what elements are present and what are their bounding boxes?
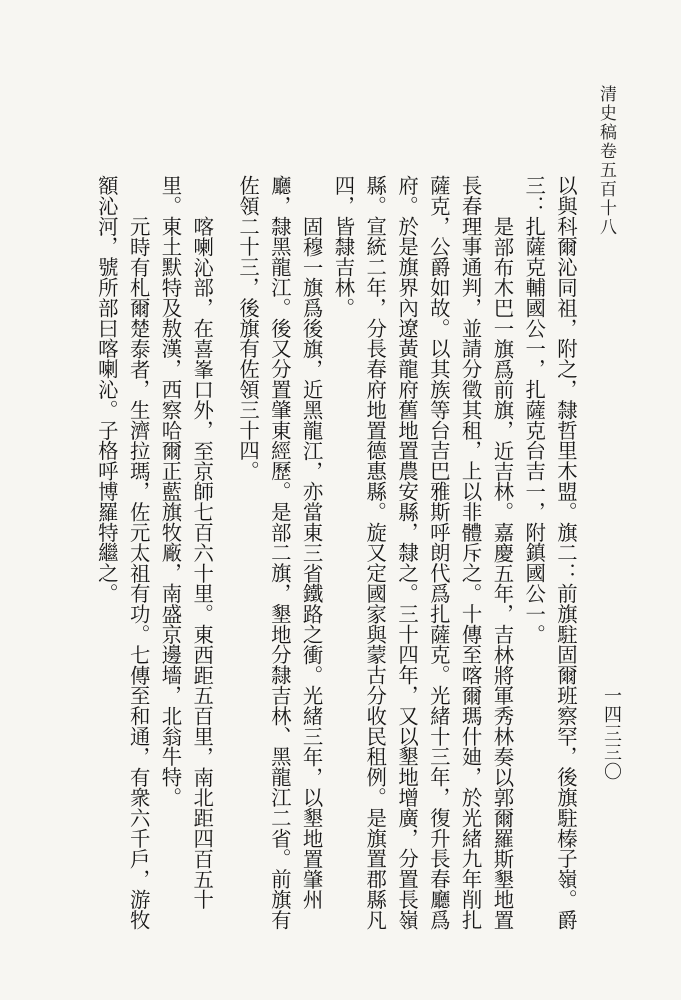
page-number: 一四三三〇 xyxy=(601,686,622,781)
body-text xyxy=(88,175,581,945)
running-header: 清史稿卷五百十八 xyxy=(596,85,616,237)
paragraph-4: 喀喇沁部，在喜峯口外，至京師七百六十里。東西距五百里，南北距四百五十里。東土默特及敖漢，西察哈爾正藍旗牧廠，南盛京邊墻，北翁牛特。 xyxy=(158,175,215,910)
paragraph-1: 以與科爾沁同祖，附之，隸哲里木盟。旗二：前旗駐固爾班察罕，後旗駐榛子嶺。爵三：扎薩克輔國公一，扎薩克台吉一，附鎮國公一。 xyxy=(522,175,578,930)
paragraph-2: 是部布木巴一旗爲前旗，近吉林。嘉慶五年，吉林將軍秀林奏以郭爾羅斯墾地置長春理事通判，並請分徵其租，上以非體斥之。十傳至喀爾瑪什廸，於光緒九年削扎薩克，公爵如故。以其族等台吉巴雅斯呼朗代爲扎薩克。光緒十三年，復升長春廳爲府。於是旗界內遼黃龍府舊地置農安縣，隸之。三十四年，又以墾地增廣，分置長嶺縣。宣統二年，分長春府地置德惠縣。旋又定國家與蒙古分收民租例。是旗置郡縣凡四，皆隸吉林。 xyxy=(331,175,515,930)
paragraph-3: 固穆一旗爲後旗，近黑龍江，亦當東三省鐵路之衝。光緒三年，以墾地置肇州廳，隸黑龍江。後又分置肇東經歷。是部二旗，墾地分隸吉林、黑龍江二省。前旗有佐領二十三，後旗有佐領三十四。 xyxy=(236,175,324,930)
paragraph-5: 元時有札爾楚泰者，生濟拉瑪，佐元太祖有功。七傳至和通，有衆六千戶，游牧額沁河，號所部曰喀喇沁。子格呼博羅特繼之。 xyxy=(94,175,151,930)
